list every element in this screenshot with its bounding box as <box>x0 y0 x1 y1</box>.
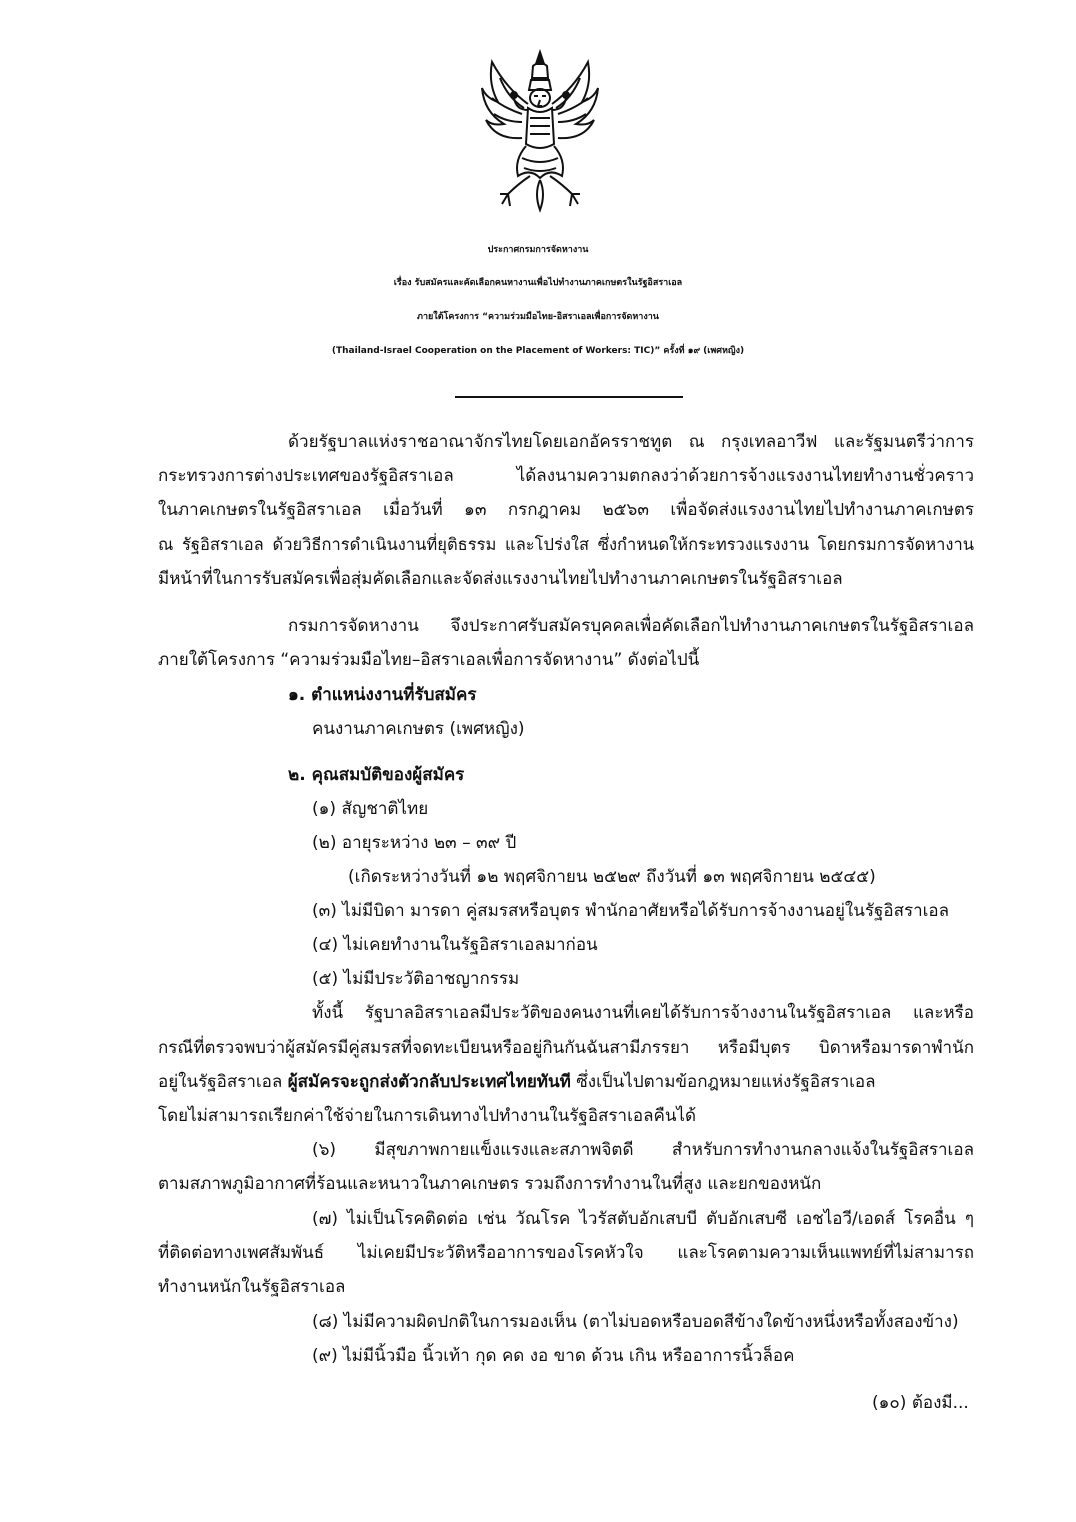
intro-line: กรมการจัดหางาน จึงประกาศรับสมัครบุคคลเพื่อคัดเลือกไปทำงานภาคเกษตรในรัฐอิสราเอล <box>288 616 974 636</box>
announcement-title: ประกาศกรมการจัดหางาน <box>487 245 589 255</box>
note-text: อยู่ในรัฐอิสราเอล <box>158 1072 288 1092</box>
note-line: ทั้งนี้ รัฐบาลอิสราเอลมีประวัติของคนงานที่เคยได้รับการจ้างงานในรัฐอิสราเอล และหรือ <box>312 1003 974 1023</box>
qualification-item: (๖) มีสุขภาพกายแข็งแรงและสภาพจิตดี สำหรับการทำงานกลางแจ้งในรัฐอิสราเอล <box>312 1140 974 1160</box>
qualification-line: ที่ติดต่อทางเพศสัมพันธ์ ไม่เคยมีประวัติหรืออาการของโรคหัวใจ และโรคตามความเห็นแพทย์ที่ไม่สามารถ <box>158 1243 974 1263</box>
section-heading: ๑. ตำแหน่งงานที่รับสมัคร <box>288 685 477 705</box>
project-name: ภายใต้โครงการ “ความร่วมมือไทย-อิสราเอลเพื่อการจัดหางาน <box>417 312 659 322</box>
intro-line: ในภาคเกษตรในรัฐอิสราเอล เมื่อวันที่ ๑๓ กรกฎาคม ๒๕๖๓ เพื่อจัดส่งแรงงานไทยไปทำงานภาคเกษตร <box>158 500 974 520</box>
continuation-marker: (๑๐) ต้องมี... <box>872 1393 969 1413</box>
header-divider <box>455 396 683 398</box>
intro-line: ภายใต้โครงการ “ความร่วมมือไทย–อิสราเอลเพื่อการจัดหางาน” ดังต่อไปนี้ <box>158 650 700 670</box>
section-body: คนงานภาคเกษตร (เพศหญิง) <box>312 719 525 739</box>
intro-line: กระทรวงการต่างประเทศของรัฐอิสราเอล ได้ลงนามความตกลงว่าด้วยการจ้างแรงงานไทยทำงานชั่วคราว <box>158 466 974 486</box>
qualification-line: ตามสภาพภูมิอากาศที่ร้อนและหนาวในภาคเกษตร รวมถึงการทำงานในที่สูง และยกของหนัก <box>158 1174 822 1194</box>
note-line <box>158 1071 876 1093</box>
qualification-item: (๔) ไม่เคยทำงานในรัฐอิสราเอลมาก่อน <box>312 935 598 955</box>
qualification-item: (๘) ไม่มีความผิดปกติในการมองเห็น (ตาไม่บอดหรือบอดสีข้างใดข้างหนึ่งหรือทั้งสองข้าง) <box>312 1312 959 1332</box>
qualification-item: (๑) สัญชาติไทย <box>312 799 429 819</box>
note-line: กรณีที่ตรวจพบว่าผู้สมัครมีคู่สมรสที่จดทะเบียนหรืออยู่กินกันฉันสามีภรรยา หรือมีบุตร บิดาหรือมารดาพำนัก <box>158 1038 974 1058</box>
intro-line: ณ รัฐอิสราเอล ด้วยวิธีการดำเนินงานที่ยุติธรรม และโปร่งใส ซึ่งกำหนดให้กระทรวงแรงงาน โดยกรมการจัดหางาน <box>158 535 974 554</box>
qualification-item: (๕) ไม่มีประวัติอาชญากรรม <box>312 969 520 989</box>
qualification-item: (๙) ไม่มีนิ้วมือ นิ้วเท้า กุด คด งอ ขาด ด้วน เกิน หรืออาการนิ้วล็อค <box>312 1346 795 1366</box>
warning-text: ผู้สมัครจะถูกส่งตัวกลับประเทศไทยทันที <box>287 1072 571 1092</box>
intro-line: ด้วยรัฐบาลแห่งราชอาณาจักรไทยโดยเอกอัครราชทูต ณ กรุงเทลอาวีฟ และรัฐมนตรีว่าการ <box>288 432 974 452</box>
qualification-line: ทำงานหนักในรัฐอิสราเอล <box>158 1277 346 1297</box>
qualification-item: (๒) อายุระหว่าง ๒๓ – ๓๙ ปี <box>312 833 517 853</box>
project-name-english: (Thailand-Israel Cooperation on the Placement of Workers: TIC)” ครั้งที่ ๑๙ (เพศหญิง) <box>331 346 745 356</box>
note-text: ซึ่งเป็นไปตามข้อกฎหมายแห่งรัฐอิสราเอล <box>570 1072 876 1092</box>
announcement-subject: เรื่อง รับสมัครและคัดเลือกคนหางานเพื่อไปทำงานภาคเกษตรในรัฐอิสราเอล <box>393 278 683 288</box>
qualification-item: (๓) ไม่มีบิดา มารดา คู่สมรสหรือบุตร พำนักอาศัยหรือได้รับการจ้างงานอยู่ในรัฐอิสราเอล <box>312 901 950 921</box>
garuda-emblem <box>478 48 602 218</box>
section-heading: ๒. คุณสมบัติของผู้สมัคร <box>288 765 465 785</box>
qualification-note: (เกิดระหว่างวันที่ ๑๒ พฤศจิกายน ๒๕๒๙ ถึงวันที่ ๑๓ พฤศจิกายน ๒๕๔๕) <box>348 867 876 887</box>
qualification-item: (๗) ไม่เป็นโรคติดต่อ เช่น วัณโรค ไวรัสตับอักเสบบี ตับอักเสบซี เอชไอวี/เอดส์ โรคอื่น ๆ <box>312 1209 974 1229</box>
note-line: โดยไม่สามารถเรียกค่าใช้จ่ายในการเดินทางไปทำงานในรัฐอิสราเอลคืนได้ <box>158 1106 697 1126</box>
intro-line: มีหน้าที่ในการรับสมัครเพื่อสุ่มคัดเลือกและจัดส่งแรงงานไทยไปทำงานภาคเกษตรในรัฐอิสราเอล <box>158 569 843 589</box>
